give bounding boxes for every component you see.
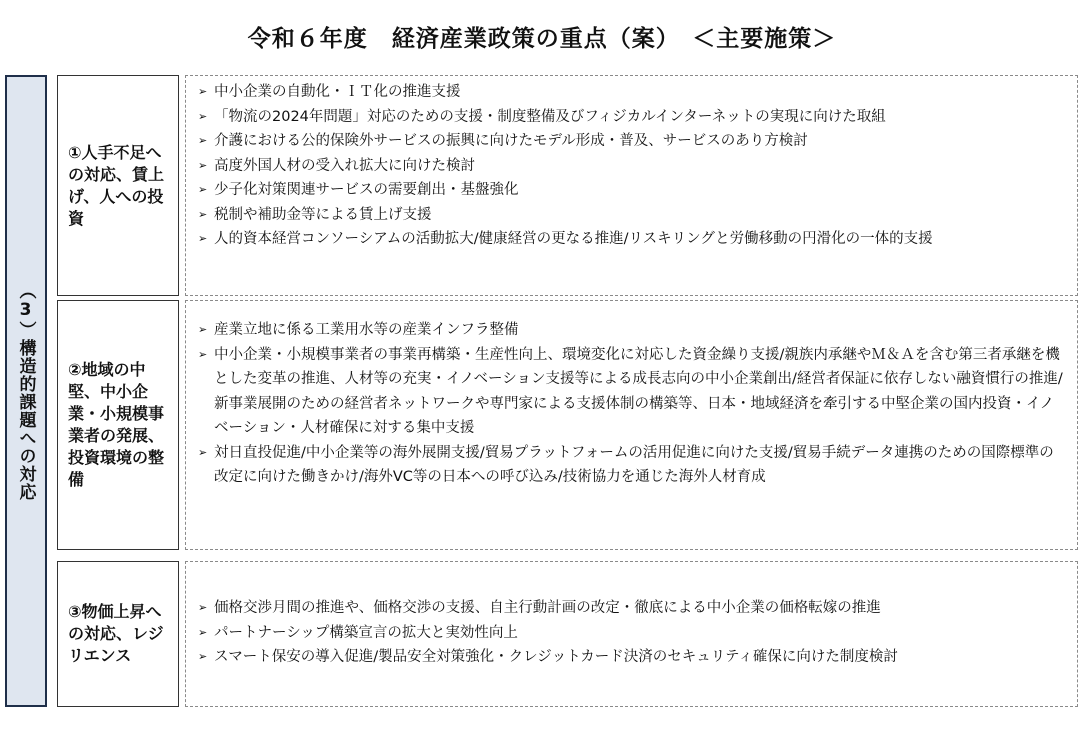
bullet-icon: ➢ bbox=[198, 323, 208, 336]
list-item: ➢ スマート保安の導入促進/製品安全対策強化・クレジットカード決済のセキュリティ確保に向けた制度検討 bbox=[198, 645, 1067, 670]
measures-box-1 bbox=[185, 75, 1078, 296]
bullet-icon: ➢ bbox=[198, 158, 208, 172]
category-label-1: ①人手不足への対応、賃上げ、人への投資 bbox=[68, 142, 165, 228]
list-item: ➢ 価格交渉月間の推進や、価格交渉の支援、自主行動計画の改定・徹底による中小企業の価格転嫁の推進 bbox=[198, 596, 1067, 621]
bullet-icon: ➢ bbox=[198, 232, 208, 245]
list-item: ➢ 少子化対策関連サービスの需要創出・基盤強化 bbox=[198, 178, 1067, 203]
list-item: ➢ パートナーシップ構築宣言の拡大と実効性向上 bbox=[198, 621, 1067, 646]
bullet-icon: ➢ bbox=[198, 650, 208, 663]
bullet-icon: ➢ bbox=[198, 85, 208, 98]
bullet-icon: ➢ bbox=[198, 109, 208, 123]
list-item: ➢ 介護における公的保険外サービスの振興に向けたモデル形成・普及、サービスのあり方検討 bbox=[198, 129, 1067, 154]
bullet-icon: ➢ bbox=[198, 183, 208, 196]
list-item: ➢ 対日直投促進/中小企業等の海外展開支援/貿易プラットフォームの活用促進に向けた支援/貿易手続データ連携のための国際標準の改定に向けた働きかけ/海外VC等の日本への呼び込み/技術協力を通じた海外人材育成 bbox=[198, 441, 1067, 490]
list-item: ➢ 中小企業・小規模事業者の事業再構築・生産性向上、環境変化に対応した資金繰り支援/親族内承継やＭ＆Ａを含む第三者承継を機とした変革の推進、人材等の充実・イノベーション支援等による成長志向の中小企業創出/経営者保証に依存しない融資慣行の推進/新事業展開のための経営者ネットワークや専門家による支援体制の構築等、日本・地域経済を牽引する中堅企業の国内投資・イノベーション・人材確保に対する集中支援 bbox=[198, 343, 1067, 441]
category-cell-1 bbox=[57, 75, 179, 296]
list-item: ➢ 人的資本経営コンソーシアムの活動拡大/健康経営の更なる推進/リスキリングと労働移動の円滑化の一体的支援 bbox=[198, 227, 1067, 252]
category-label-3: ③物価上昇への対応、レジリエンス bbox=[68, 602, 164, 665]
measures-box-3 bbox=[185, 561, 1078, 707]
measures-box-2 bbox=[185, 300, 1078, 550]
side-category-bar bbox=[5, 75, 47, 707]
list-item: ➢ 高度外国人材の受入れ拡大に向けた検討 bbox=[198, 154, 1067, 179]
list-item: ➢ 中小企業の自動化・ＩＴ化の推進支援 bbox=[198, 80, 1067, 105]
bullet-icon: ➢ bbox=[198, 134, 208, 147]
side-category-label: （3）構造的課題への対応 bbox=[15, 281, 36, 501]
page-title: 令和６年度 経済産業政策の重点（案） ＜主要施策＞ bbox=[247, 26, 837, 52]
bullet-icon: ➢ bbox=[198, 207, 208, 221]
category-label-2: ②地域の中堅、中小企業・小規模事業者の発展、投資環境の整備 bbox=[68, 360, 165, 489]
list-item: ➢ 産業立地に係る工業用水等の産業インフラ整備 bbox=[198, 318, 1067, 343]
bullet-icon: ➢ bbox=[198, 445, 208, 459]
bullet-icon: ➢ bbox=[198, 347, 208, 361]
bullet-icon: ➢ bbox=[198, 625, 208, 639]
list-item: ➢ 「物流の2024年問題」対応のための支援・制度整備及びフィジカルインターネットの実現に向けた取組 bbox=[198, 105, 1067, 130]
category-cell-2 bbox=[57, 300, 179, 550]
bullet-icon: ➢ bbox=[198, 601, 208, 614]
category-cell-3 bbox=[57, 561, 179, 707]
list-item: ➢ 税制や補助金等による賃上げ支援 bbox=[198, 203, 1067, 228]
